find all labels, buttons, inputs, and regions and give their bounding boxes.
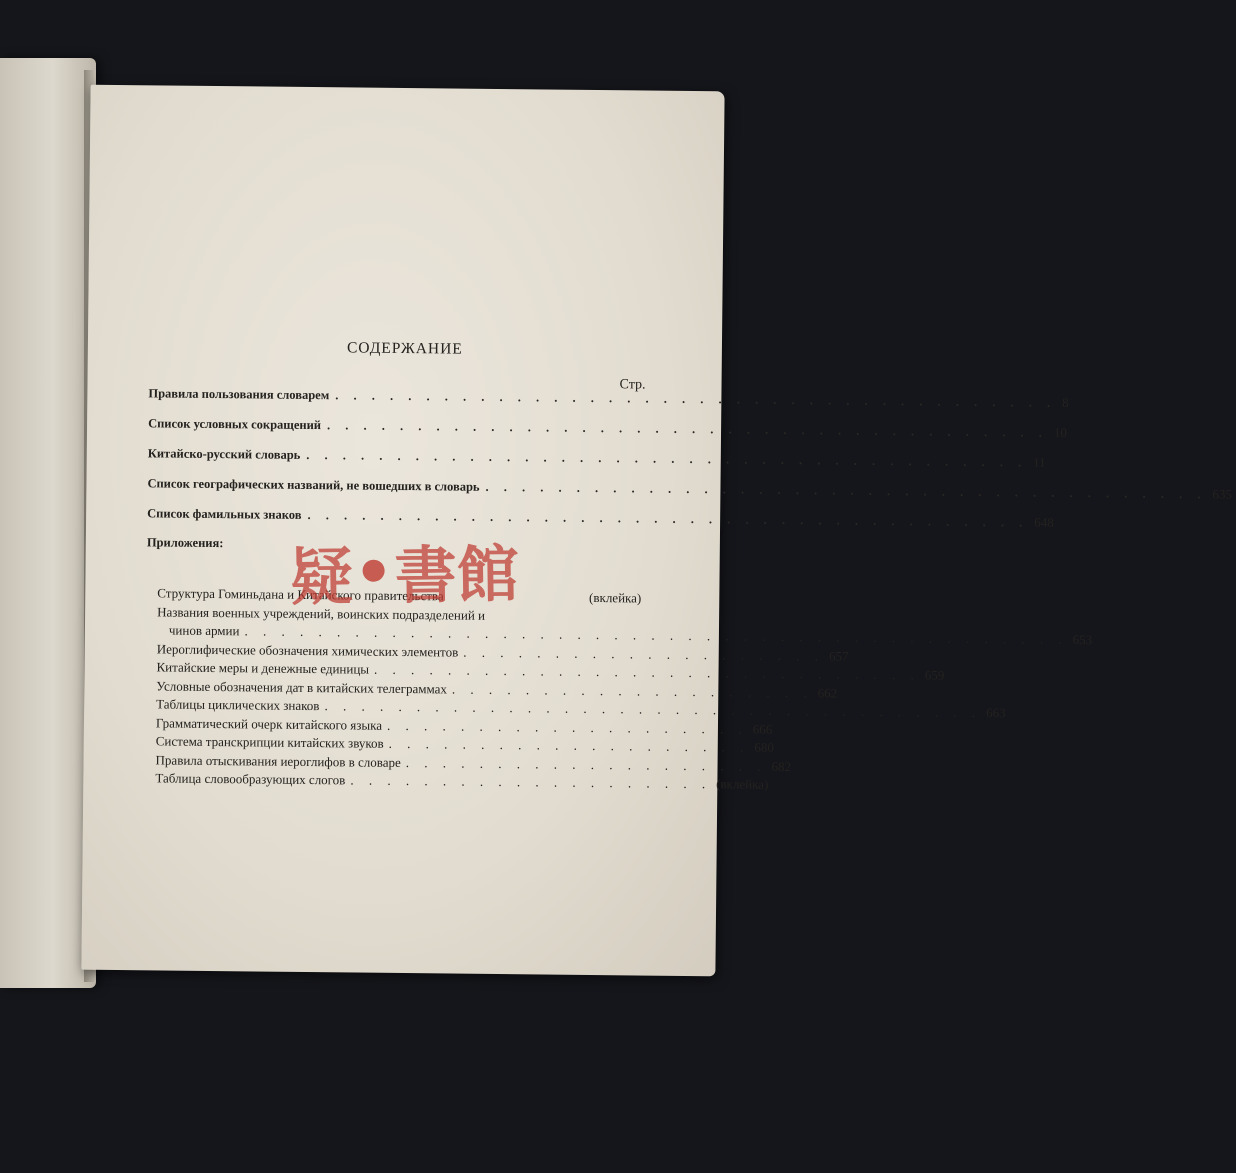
appendix-entry-page: (вклейка): [716, 776, 769, 792]
appendix-entry-label: Таблица словообразующих слогов: [155, 770, 346, 788]
appendix-entry-page: 666: [752, 721, 773, 737]
leader-dots: . . . . . . . . . . . . . . . . . . . . . . . . . . . . . . . . . . . . . . . .: [485, 479, 1207, 502]
appendix-entry: [155, 770, 769, 794]
page-column-label: Стр.: [619, 377, 646, 393]
left-page: [0, 58, 96, 988]
book-page: [81, 85, 1233, 977]
appendix-entry-label: Таблицы циклических знаков: [156, 696, 320, 714]
leader-dots: . . . . . . . . . . . . . . . . . . . .: [388, 735, 750, 755]
leader-dots: . . . . . . . . . . . . . . . . . . . . . . . . . . . . . . . . . . . . . . . .: [335, 388, 1057, 410]
appendix-entry-label: Китайские меры и денежные единицы: [156, 659, 370, 677]
appendix-entry-label: Структура Гоминьдана и Китайского правительства: [157, 585, 444, 604]
appendix-entry-label: чинов армии: [168, 622, 240, 639]
leader-dots: . . . . . . . . . . . . . . . . . . . . . . . . . . . . . . . . . . . . . . . .: [307, 507, 1029, 530]
appendix-entry-label: Грамматический очерк китайского языка: [155, 714, 383, 733]
appendix-entry-label: Названия военных учреждений, воинских подразделений и: [157, 603, 486, 623]
toc-entry-label: Список условных сокращений: [148, 416, 322, 433]
appendix-entry-label: Иероглифические обозначения химических элементов: [156, 640, 459, 660]
page-title: СОДЕРЖАНИЕ: [346, 339, 463, 358]
watermark-dot: [362, 560, 384, 582]
toc-entry-page: 10: [1053, 424, 1067, 440]
toc-entry-page: 11: [1033, 454, 1046, 470]
appendix-entry-page: 657: [828, 647, 849, 664]
appendix-entry-label: Правила отыскивания иероглифов в словаре: [155, 751, 401, 770]
toc-entry-label: Список географических названий, не вошедших в словарь: [147, 476, 480, 494]
toc-entry-label: Китайско-русский словарь: [147, 446, 301, 462]
toc-entry-label: Правила пользования словарем: [148, 386, 330, 403]
appendix-heading: Приложения:: [146, 535, 224, 551]
leader-dots: . . . . . . . . . . . . . . . . . . . . . . . . . . . . . . . . . . . . . . . .: [326, 418, 1048, 440]
red-watermark-stamp: [290, 528, 611, 614]
appendix-entry-page: 653: [1072, 632, 1093, 648]
leader-dots: . . . . . . . . . . . . . . . . . . . . . . . . . . . . . .: [373, 661, 920, 683]
leader-dots: . . . . . . . . . . . . . . . . . . . .: [386, 717, 748, 737]
toc-entry-page: 648: [1034, 514, 1054, 530]
appendix-toc: [155, 585, 1093, 794]
appendix-entry-page: 659: [924, 667, 945, 683]
leader-dots: . . . . . . . . . . . . . . . . . . . .: [451, 681, 813, 700]
watermark-left-glyph: 疑: [290, 539, 354, 614]
leader-dots: . . . . . . . . . . . . . . . . . . . .: [463, 644, 825, 663]
leader-dots: . . . . . . . . . . . . . . . . . . . . . . . . . . . . . . . . . . . . . . . . . . . . .: [244, 623, 1068, 647]
leader-dots: . . . . . . . . . . . . . . . . . . . . . . . . . . . . . . . . . . . .: [324, 698, 982, 721]
appendix-entry-page: 680: [754, 739, 775, 755]
toc-entry-page: 8: [1062, 394, 1069, 410]
appendix-entry-page: 663: [986, 705, 1006, 721]
watermark-right-glyphs: 書館: [394, 536, 520, 612]
toc-entry-label: Список фамильных знаков: [147, 506, 302, 522]
appendix-entry-label: Условные обозначения дат в китайских телеграммах: [156, 677, 448, 696]
appendix-entry-page: (вклейка): [589, 589, 642, 606]
toc-entry-page: 635: [1212, 486, 1233, 502]
leader-dots: . . . . . . . . . . . . . . . . . . . . . . . . . . . . . . . . . . . . . . . .: [306, 447, 1028, 470]
appendix-entry-page: 682: [771, 758, 792, 774]
leader-dots: . . . . . . . . . . . . . . . . . . . .: [350, 772, 712, 792]
leader-dots: . . . . . . . . . . . . . . . . . . . .: [405, 754, 767, 774]
appendix-entry-page: 662: [817, 684, 838, 701]
appendix-entry-label: Система транскрипции китайских звуков: [155, 733, 384, 751]
